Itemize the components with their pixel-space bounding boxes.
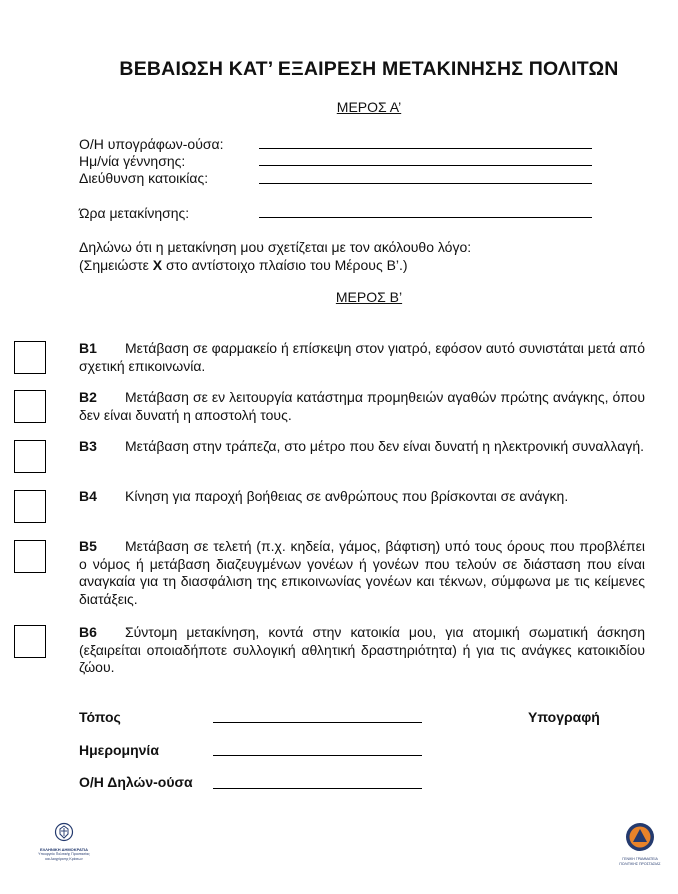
declarant-label: Ο/Η Δηλών-ούσα xyxy=(79,774,193,790)
signer-name-field[interactable] xyxy=(259,148,592,149)
birth-date-label: Ημ/νία γέννησης: xyxy=(79,153,186,169)
option-text: Σύντομη μετακίνηση, κοντά στην κατοικία μου, για ατομική σωματική άσκηση (εξαιρείται οποιαδήποτε συλλογική αθλητική δραστηριότητα) ή για τις ανάγκες κατοικιδίου ζώου. xyxy=(79,624,645,675)
option-text: Μετάβαση σε εν λειτουργία κατάστημα προμηθειών αγαθών πρώτης ανάγκης, όπου δεν είναι δυνατή η αποστολή τους. xyxy=(79,389,645,423)
checkbox-b2[interactable] xyxy=(14,390,46,423)
part-a-heading: ΜΕΡΟΣ Α’ xyxy=(336,99,402,115)
declaration-statement: Δηλώνω ότι η μετακίνηση μου σχετίζεται με τον ακόλουθο λόγο: xyxy=(79,239,472,255)
birth-date-field[interactable] xyxy=(259,165,592,166)
date-label: Ημερομηνία xyxy=(79,742,159,758)
option-text: Μετάβαση σε τελετή (π.χ. κηδεία, γάμος, βάφτιση) υπό τους όρους που προβλέπει ο νόμος ή μετάβαση διαζευγμένων γονέων ή γονέων που τελούν σε διάσταση που είναι αναγκαία για τη διασφάλιση της επικοινωνίας γονέων και τέκνων, σύμφωνα με τις κείμενες διατάξεις. xyxy=(79,538,645,607)
logo-left-line2: Υπουργείο Πολιτικής Προστασίας xyxy=(38,852,90,856)
mark-x: X xyxy=(152,257,163,273)
checkbox-b6[interactable] xyxy=(14,625,46,658)
checkbox-b1[interactable] xyxy=(14,341,46,374)
movement-time-label: Ώρα μετακίνησης: xyxy=(79,205,190,221)
checkbox-b3[interactable] xyxy=(14,440,46,473)
option-b2 xyxy=(79,389,645,424)
option-b3 xyxy=(79,438,645,456)
option-b4 xyxy=(79,488,645,506)
option-text: Μετάβαση στην τράπεζα, στο μέτρο που δεν είναι δυνατή η ηλεκτρονική συναλλαγή. xyxy=(125,438,644,454)
logo-right-line1: ΓΕΝΙΚΗ ΓΡΑΜΜΑΤΕΙΑ xyxy=(622,857,658,861)
option-b1 xyxy=(79,340,645,375)
place-field[interactable] xyxy=(213,722,422,723)
civil-protection-logo xyxy=(612,822,668,866)
checkbox-b5[interactable] xyxy=(14,540,46,573)
option-text: Μετάβαση σε φαρμακείο ή επίσκεψη στον γιατρό, εφόσον αυτό συνιστάται μετά από σχετική επικοινωνία. xyxy=(79,340,645,374)
hellenic-republic-logo xyxy=(16,822,112,861)
address-field[interactable] xyxy=(259,183,592,184)
place-label: Τόπος xyxy=(79,709,121,725)
option-text: Κίνηση για παροχή βοήθειας σε ανθρώπους που βρίσκονται σε ανάγκη. xyxy=(125,488,569,504)
signature-label: Υπογραφή xyxy=(528,709,600,725)
option-code: Β5 xyxy=(79,538,97,554)
date-field[interactable] xyxy=(213,755,422,756)
logo-left-line3: και Διαχείρισης Κρίσεων xyxy=(45,856,83,861)
address-label: Διεύθυνση κατοικίας: xyxy=(79,170,209,186)
option-code: Β6 xyxy=(79,624,97,640)
option-code: Β1 xyxy=(79,340,97,356)
checkbox-b4[interactable] xyxy=(14,490,46,523)
logo-right-line2: ΠΟΛΙΤΙΚΗΣ ΠΡΟΣΤΑΣΙΑΣ xyxy=(619,861,661,866)
option-b5 xyxy=(79,538,645,608)
signer-name-label: Ο/Η υπογράφων-ούσα: xyxy=(79,136,224,152)
part-b-heading: ΜΕΡΟΣ Β’ xyxy=(335,289,403,305)
document-title: ΒΕΒΑΙΩΣΗ ΚΑΤ’ ΕΞΑΙΡΕΣΗ ΜΕΤΑΚΙΝΗΣΗΣ ΠΟΛΙΤΩΝ xyxy=(119,58,619,80)
coat-of-arms-icon xyxy=(54,822,74,842)
logo-left-line1: ΕΛΛΗΝΙΚΗ ΔΗΜΟΚΡΑΤΙΑ xyxy=(39,847,89,852)
option-code: Β2 xyxy=(79,389,97,405)
option-code: Β3 xyxy=(79,438,97,454)
declaration-instruction: (Σημειώστε X στο αντίστοιχο πλαίσιο του Μέρους Β’.) xyxy=(79,257,408,273)
civil-protection-icon xyxy=(625,822,655,852)
declarant-field[interactable] xyxy=(213,788,422,789)
option-b6 xyxy=(79,624,645,677)
option-code: Β4 xyxy=(79,488,97,504)
movement-time-field[interactable] xyxy=(259,217,592,218)
